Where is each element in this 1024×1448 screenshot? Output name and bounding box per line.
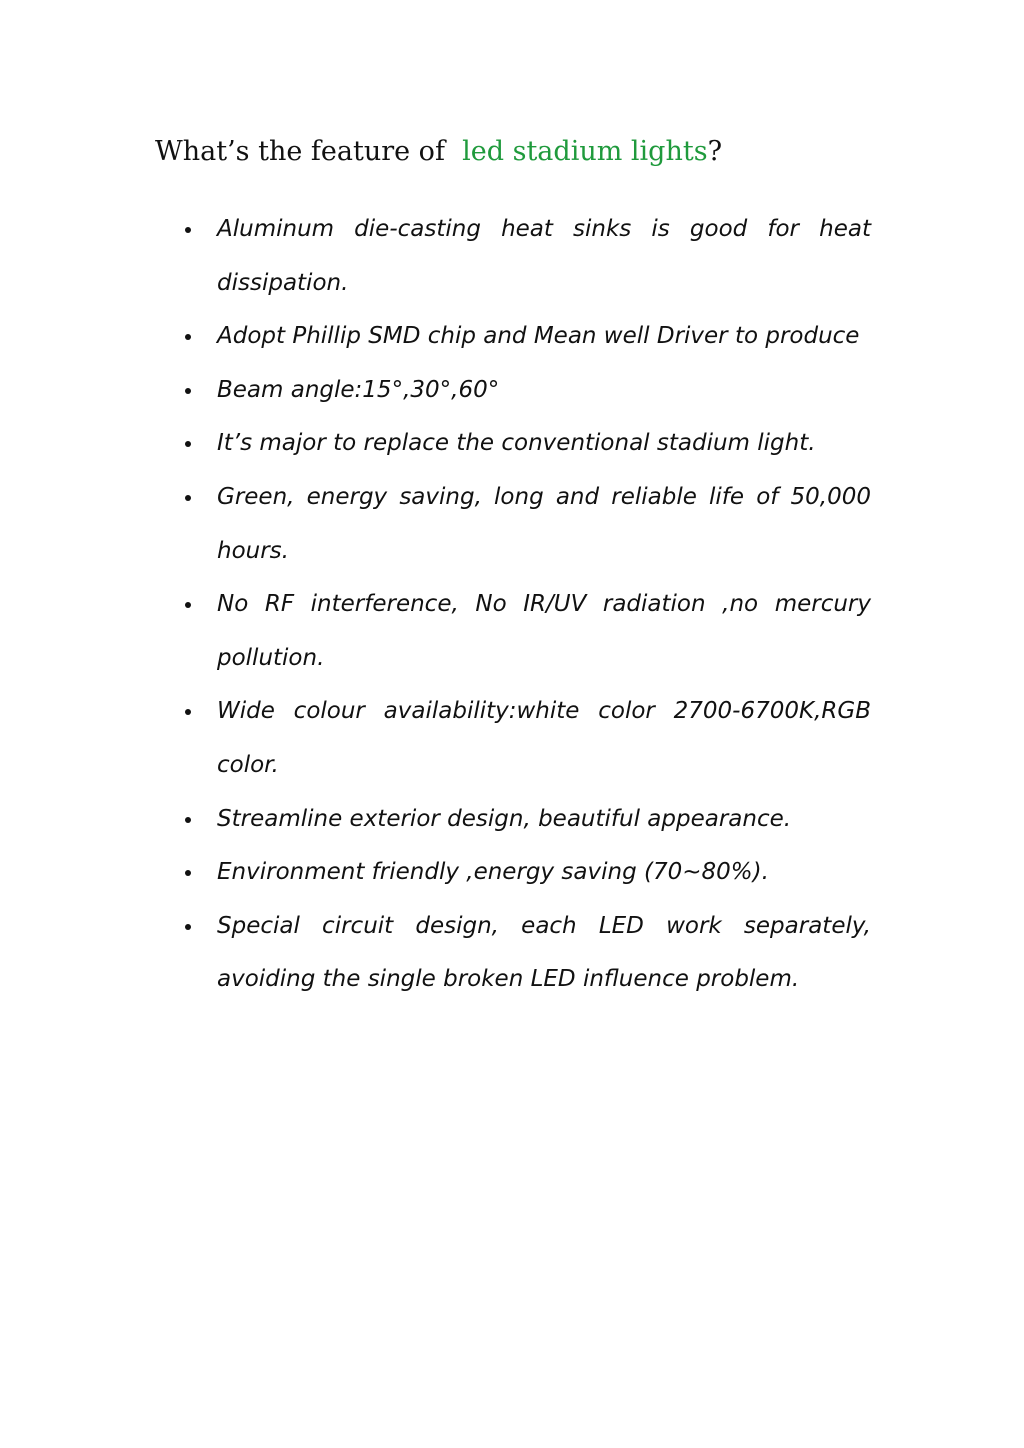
bullet-icon: [185, 388, 191, 394]
bullet-icon: [185, 495, 191, 501]
feature-text: No RF interference, No IR/UV radiation ,no mercury pollution.: [217, 591, 871, 671]
page-heading: [155, 133, 722, 171]
feature-text: Green, energy saving, long and reliable life of 50,000 hours.: [217, 483, 871, 564]
feature-item: [185, 846, 871, 900]
bullet-icon: [185, 602, 191, 608]
feature-item: [185, 685, 871, 792]
feature-item: [185, 471, 871, 578]
feature-text: Special circuit design, each LED work separately, avoiding the single broken LED influence problem.: [217, 912, 871, 993]
bullet-icon: [185, 227, 191, 233]
feature-item: [185, 900, 871, 1007]
feature-text: Environment friendly ,energy saving (70~80%).: [217, 859, 769, 886]
feature-item: [185, 310, 871, 364]
feature-text: Aluminum die-casting heat sinks is good for heat dissipation.: [217, 216, 871, 296]
bullet-icon: [185, 441, 191, 447]
feature-item: [185, 417, 871, 471]
feature-text: It’s major to replace the conventional stadium light.: [217, 430, 816, 457]
bullet-icon: [185, 924, 191, 930]
feature-item: [185, 364, 871, 418]
feature-list: [185, 203, 871, 1007]
heading-prefix: What’s the feature of: [155, 136, 454, 167]
bullet-icon: [185, 709, 191, 715]
feature-item: [185, 203, 871, 310]
feature-text: Wide colour availability:white color 2700-6700K,RGB color.: [217, 698, 871, 778]
feature-text: Adopt Phillip SMD chip and Mean well Driver to produce: [217, 323, 860, 350]
led-stadium-lights-link[interactable]: led stadium lights: [462, 136, 708, 167]
feature-item: [185, 793, 871, 847]
feature-text: Beam angle:15°,30°,60°: [217, 376, 500, 403]
heading-suffix: ?: [707, 136, 723, 167]
bullet-icon: [185, 817, 191, 823]
feature-item: [185, 578, 871, 685]
feature-text: Streamline exterior design, beautiful appearance.: [217, 805, 792, 832]
bullet-icon: [185, 870, 191, 876]
bullet-icon: [185, 334, 191, 340]
